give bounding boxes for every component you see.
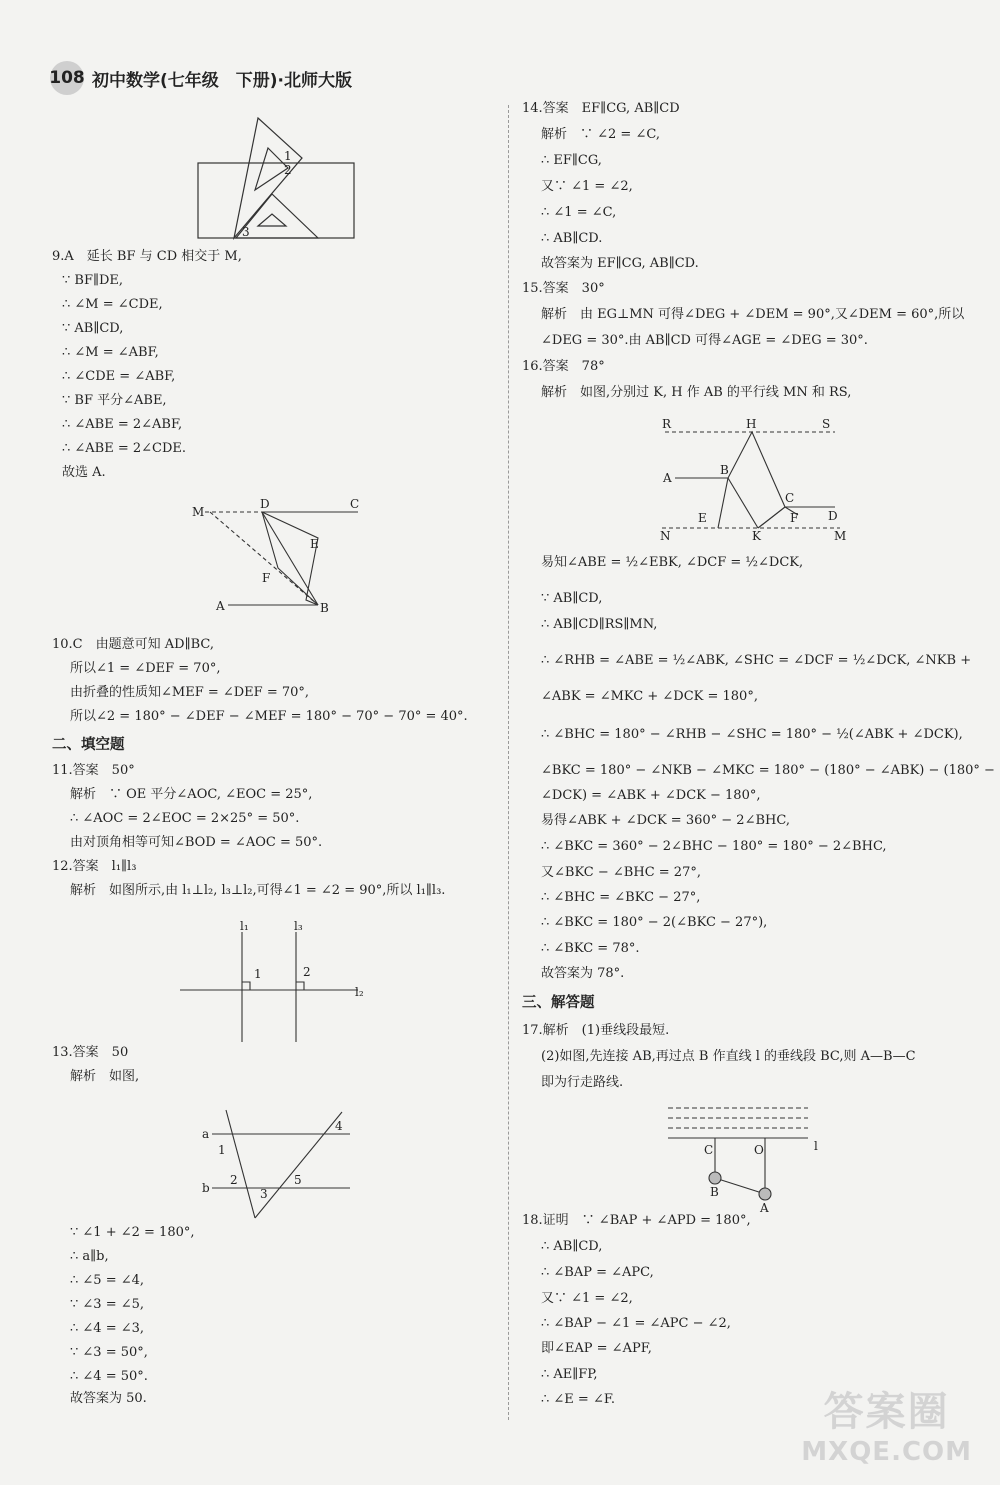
- text-line: 故答案为 78°.: [541, 966, 625, 981]
- section-heading: 二、填空题: [52, 737, 125, 753]
- book-title: 初中数学(七年级 下册)·北师大版: [92, 70, 352, 91]
- text-line: ∴ ∠M = ∠ABF,: [62, 345, 159, 360]
- fig16-E: E: [698, 511, 707, 525]
- fig16-F: F: [790, 511, 799, 525]
- text-line: ∠ABK = ∠MKC + ∠DCK = 180°,: [541, 689, 758, 704]
- text-line: ∵ BF 平分∠ABE,: [62, 393, 167, 408]
- text-line: 又∠BKC − ∠BHC = 27°,: [541, 865, 701, 880]
- fig16-N: N: [660, 529, 671, 543]
- text-line: 由对顶角相等可知∠BOD = ∠AOC = 50°.: [70, 835, 323, 850]
- text-line: 又∵ ∠1 = ∠2,: [541, 179, 633, 194]
- fig17-B: B: [710, 1185, 719, 1199]
- fig13-angle4: 4: [335, 1119, 343, 1133]
- text-line: 故答案为 EF∥CG, AB∥CD.: [541, 256, 699, 271]
- section-heading: 三、解答题: [522, 995, 595, 1011]
- text-line: 即为行走路线.: [541, 1075, 624, 1090]
- text-line: 故选 A.: [62, 465, 106, 480]
- fig9b-A: A: [216, 599, 225, 613]
- text-line: ∵ ∠3 = ∠5,: [70, 1297, 145, 1312]
- text-line: ∴ ∠BKC = 78°.: [541, 941, 640, 956]
- text-line: ∴ ∠5 = ∠4,: [70, 1273, 145, 1288]
- text-line: 解析 如图,分别过 K, H 作 AB 的平行线 MN 和 RS,: [541, 385, 852, 400]
- text-line: 所以∠1 = ∠DEF = 70°,: [70, 661, 221, 676]
- text-line: ∴ ∠1 = ∠C,: [541, 205, 617, 220]
- fig16-B: B: [720, 463, 729, 477]
- text-line: 所以∠2 = 180° − ∠DEF − ∠MEF = 180° − 70° − 70° = 40°.: [70, 709, 468, 724]
- text-line: 14.答案 EF∥CG, AB∥CD: [522, 101, 680, 116]
- fig12-angle2: 2: [303, 965, 311, 979]
- text-line: 即∠EAP = ∠APF,: [541, 1341, 652, 1356]
- text-line: 解析 由 EG⊥MN 可得∠DEG + ∠DEM = 90°,又∠DEM = 60°,所以: [541, 307, 965, 322]
- text-line: 13.答案 50: [52, 1045, 129, 1060]
- fig16-D: D: [828, 509, 838, 523]
- fig9b-F: F: [262, 571, 271, 585]
- watermark-line1: 答案圈: [823, 1389, 950, 1435]
- text-line: 16.答案 78°: [522, 359, 605, 374]
- fig17-C: C: [704, 1143, 714, 1157]
- fig9a-label-1: 1: [284, 149, 292, 163]
- text-line: ∵ ∠3 = 50°,: [70, 1345, 148, 1360]
- fig13-angle3: 3: [260, 1187, 268, 1201]
- fig12-l2: l₂: [355, 985, 364, 999]
- text-line: ∴ ∠BHC = ∠BKC − 27°,: [541, 890, 701, 905]
- text-line: 解析 ∵ ∠2 = ∠C,: [541, 127, 660, 142]
- text-line: ∴ ∠BKC = 180° − 2(∠BKC − 27°),: [541, 915, 768, 930]
- text-line: (2)如图,先连接 AB,再过点 B 作直线 l 的垂线段 BC,则 A—B—C: [541, 1049, 916, 1064]
- fig12-l1: l₁: [240, 919, 249, 933]
- text-line: ∠DEG = 30°.由 AB∥CD 可得∠AGE = ∠DEG = 30°.: [541, 333, 868, 348]
- text-line: ∴ ∠BAP − ∠1 = ∠APC − ∠2,: [541, 1316, 731, 1331]
- text-line: ∴ ∠BKC = 360° − 2∠BHC − 180° = 180° − 2∠BHC,: [541, 839, 887, 854]
- text-line: 易得∠ABK + ∠DCK = 360° − 2∠BHC,: [541, 813, 790, 828]
- text-line: ∵ AB∥CD,: [541, 591, 603, 606]
- text-line: ∴ AE∥FP,: [541, 1367, 598, 1382]
- fig9a-label-3: 3: [242, 225, 250, 239]
- fig16-H: H: [746, 417, 757, 431]
- text-line: ∴ ∠CDE = ∠ABF,: [62, 369, 176, 384]
- fig9a-label-2: 2: [284, 163, 292, 177]
- fig12-l3: l₃: [294, 919, 303, 933]
- text-line: ∴ ∠ABE = 2∠ABF,: [62, 417, 183, 432]
- text-line: 易知∠ABE = ½∠EBK, ∠DCF = ½∠DCK,: [541, 555, 804, 570]
- text-line: ∴ ∠BHC = 180° − ∠RHB − ∠SHC = 180° − ½(∠ABK + ∠DCK),: [541, 727, 963, 742]
- fig16-K: K: [752, 529, 761, 543]
- watermark: [801, 1380, 972, 1467]
- text-line: 17.解析 (1)垂线段最短.: [522, 1023, 670, 1038]
- column-divider: [508, 105, 509, 1420]
- fig13-angle1: 1: [218, 1143, 226, 1157]
- text-line: ∴ ∠E = ∠F.: [541, 1392, 615, 1407]
- text-line: 12.答案 l₁∥l₃: [52, 859, 137, 874]
- fig16-M: M: [834, 529, 847, 543]
- fig13-a: a: [202, 1127, 210, 1141]
- fig16-A: A: [663, 471, 672, 485]
- text-line: 15.答案 30°: [522, 281, 605, 296]
- text-line: 解析 ∵ OE 平分∠AOC, ∠EOC = 25°,: [70, 787, 313, 802]
- text-line: ∵ BF∥DE,: [62, 273, 124, 288]
- text-line: ∴ ∠AOC = 2∠EOC = 2×25° = 50°.: [70, 811, 300, 826]
- text-line: ∴ ∠4 = ∠3,: [70, 1321, 145, 1336]
- text-line: 解析 如图所示,由 l₁⊥l₂, l₃⊥l₂,可得∠1 = ∠2 = 90°,所以 l₁∥l₃.: [70, 883, 446, 898]
- text-line: ∴ ∠4 = 50°.: [70, 1369, 148, 1384]
- page-header: [50, 62, 352, 94]
- fig13-angle2: 2: [230, 1173, 238, 1187]
- text-line: 故答案为 50.: [70, 1391, 147, 1406]
- fig13-angle5: 5: [294, 1173, 302, 1187]
- text-line: ∴ AB∥CD,: [541, 1239, 603, 1254]
- text-line: 由折叠的性质知∠MEF = ∠DEF = 70°,: [70, 685, 310, 700]
- text-line: ∴ ∠ABE = 2∠CDE.: [62, 441, 187, 456]
- text-line: 11.答案 50°: [52, 763, 135, 778]
- text-line: 解析 如图,: [70, 1069, 140, 1084]
- text-line: 10.C 由题意可知 AD∥BC,: [52, 637, 214, 652]
- fig17-O: O: [754, 1143, 764, 1157]
- fig16-S: S: [822, 417, 831, 431]
- text-line: 18.证明 ∵ ∠BAP + ∠APD = 180°,: [522, 1213, 751, 1228]
- fig9b-C: C: [350, 497, 360, 511]
- text-line: ∴ ∠M = ∠CDE,: [62, 297, 163, 312]
- fig9b-E: E: [310, 537, 319, 551]
- text-line: 又∵ ∠1 = ∠2,: [541, 1291, 633, 1306]
- text-line: ∴ EF∥CG,: [541, 153, 602, 168]
- text-line: ∴ ∠RHB = ∠ABE = ½∠ABK, ∠SHC = ∠DCF = ½∠DCK, ∠NKB +: [541, 653, 972, 668]
- text-line: ∴ AB∥CD∥RS∥MN,: [541, 617, 658, 632]
- text-line: ∠DCK) = ∠ABK + ∠DCK − 180°,: [541, 788, 761, 803]
- fig17-A: A: [760, 1201, 769, 1215]
- fig12-angle1: 1: [254, 967, 262, 981]
- text-line: ∠BKC = 180° − ∠NKB − ∠MKC = 180° − (180° − ∠ABK) − (180° −: [541, 763, 995, 778]
- watermark-line2: MXQE.COM: [801, 1437, 972, 1467]
- fig9b-M: M: [192, 505, 205, 519]
- text-line: 9.A 延长 BF 与 CD 相交于 M,: [52, 249, 242, 264]
- text-line: ∴ AB∥CD.: [541, 231, 603, 246]
- text-line: ∴ ∠BAP = ∠APC,: [541, 1265, 654, 1280]
- fig16-R: R: [662, 417, 672, 431]
- page-number: 108: [50, 61, 84, 95]
- text-line: ∵ ∠1 + ∠2 = 180°,: [70, 1225, 195, 1240]
- text-line: ∵ AB∥CD,: [62, 321, 124, 336]
- fig16-C: C: [785, 491, 795, 505]
- fig13-b: b: [202, 1181, 210, 1195]
- fig17-l: l: [814, 1139, 818, 1153]
- fig9b-D: D: [260, 497, 270, 511]
- fig9b-B: B: [320, 601, 329, 615]
- text-line: ∴ a∥b,: [70, 1249, 109, 1264]
